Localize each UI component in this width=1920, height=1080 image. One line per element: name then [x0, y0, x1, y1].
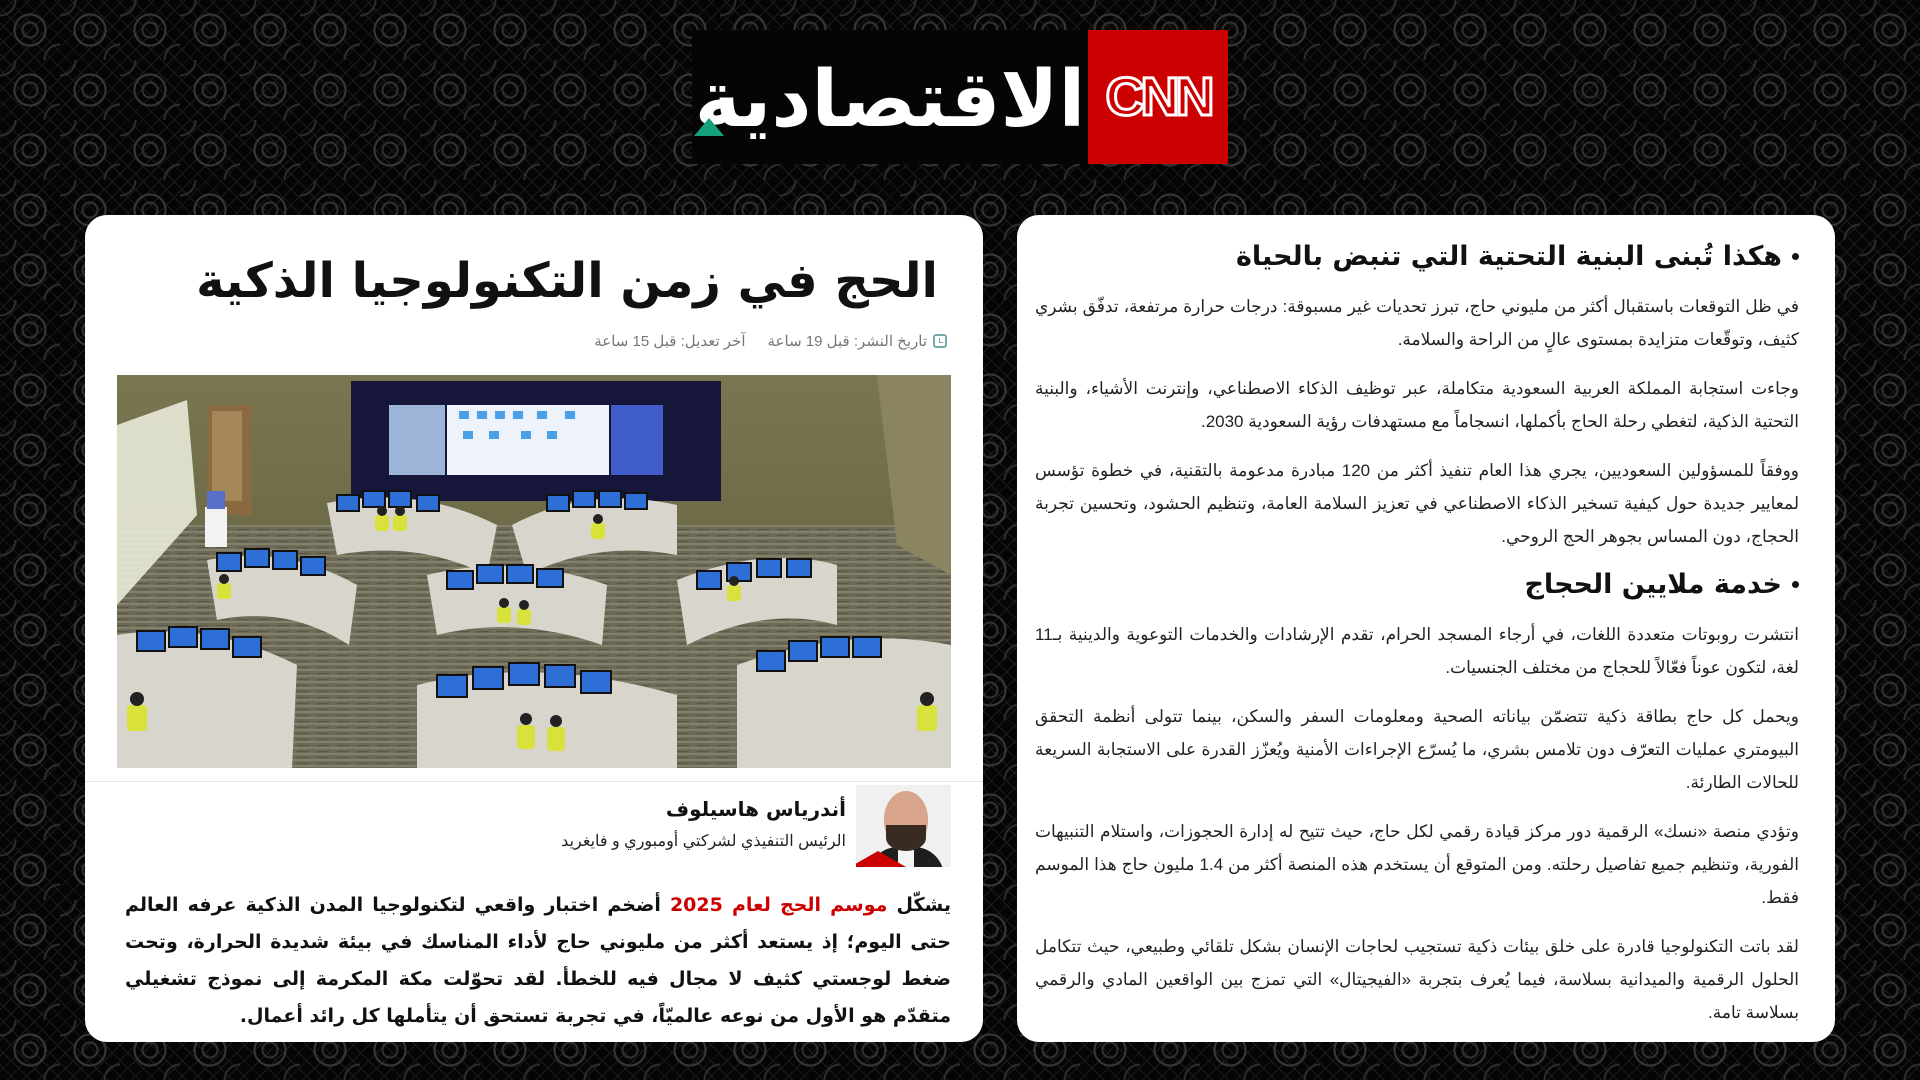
paragraph: ويحمل كل حاج بطاقة ذكية تتضمّن بياناته الصحية ومعلومات السفر والسكن، بينما تتولى أنظمة التحقق البيومتري عمليات التعرّف دون تلامس بشري، ما يُسرّع الإجراءات الأمنية ويُعزّز القدرة على الاستجابة السريعة للحالات الطارئة. [1035, 707, 1799, 792]
published-date-text: تاريخ النشر: قبل 19 ساعة [767, 333, 927, 350]
cnn-logo-box [1088, 30, 1228, 164]
paragraph: لقد باتت التكنولوجيا قادرة على خلق بيئات ذكية تستجيب لحاجات الإنسان بشكل تلقائي وطبيعي، حيث تتكامل الحلول الرقمية والميدانية بسلاسة، فيما يُعرف بتجربة «الفيجيتال» التي تمزج بين الواقعين المادي والرقمي بسلاسة تامة. [1035, 937, 1799, 1022]
hero-image-control-room [117, 375, 951, 768]
brand-wordmark [692, 30, 1088, 164]
section-heading-infrastructure [1035, 241, 1799, 272]
paragraph: وجاءت استجابة المملكة العربية السعودية متكاملة، عبر توظيف الذكاء الاصطناعي، وإنترنت الأشياء، والبنية التحتية الذكية، لتغطي رحلة الحاج بأكملها، انسجاماً مع مستهدفات رؤية السعودية 2030. [1035, 379, 1799, 431]
clock-icon [933, 334, 947, 348]
author-block[interactable] [561, 785, 951, 867]
brand-wordmark-text: الاقتصادية [694, 55, 1086, 145]
divider [85, 781, 983, 782]
bullet-icon [1792, 253, 1799, 260]
author-avatar [856, 785, 951, 867]
control-room-illustration [117, 375, 951, 768]
modified-date-text: آخر تعديل: قبل 15 ساعة [594, 333, 746, 350]
modified-date [594, 332, 745, 350]
author-name[interactable]: أندرياس هاسيلوف [665, 797, 846, 821]
article-meta [594, 332, 947, 350]
article-body-card [1017, 215, 1835, 1042]
author-role: الرئيس التنفيذي لشركتي أومبوري و فايغريد [561, 833, 846, 850]
paragraph: ووفقاً للمسؤولين السعوديين، يجري هذا العام تنفيذ أكثر من 120 مبادرة مدعومة بالتقنية، في خطوة تؤسس لمعايير جديدة حول كيفية تسخير الذكاء الاصطناعي في تعزيز السلامة العامة، وتنظيم الحشود، وتحسين تجربة الحجاج، دون المساس بجوهر الحج الروحي. [1035, 461, 1799, 546]
green-triangle-icon [694, 118, 724, 136]
article-title: الحج في زمن التكنولوجيا الذكية [196, 253, 938, 309]
cnn-business-arabic-logo[interactable] [692, 30, 1228, 164]
article-body [1035, 225, 1799, 1042]
section-heading-text: هكذا تُبنى البنية التحتية التي تنبض بالحياة [1235, 241, 1782, 272]
article-card [85, 215, 983, 1042]
lead-prefix: يشكّل [887, 894, 951, 916]
cnn-logo-text: CNN [1105, 67, 1211, 127]
lead-highlight: موسم الحج لعام 2025 [669, 894, 888, 916]
red-triangle-icon [856, 851, 906, 867]
section-heading-text: خدمة ملايين الحجاج [1524, 569, 1782, 600]
paragraph: في ظل التوقعات باستقبال أكثر من مليوني حاج، تبرز تحديات غير مسبوقة: درجات حرارة مرتفعة، تدفّق بشري كثيف، وتوقّعات متزايدة بمستوى عالٍ من الراحة والسلامة. [1035, 297, 1799, 349]
bullet-icon [1792, 581, 1799, 588]
author-info [561, 785, 846, 851]
article-lead [125, 887, 951, 1035]
published-date [768, 332, 948, 350]
paragraph: انتشرت روبوتات متعددة اللغات، في أرجاء المسجد الحرام، تقدم الإرشادات والخدمات التوعوية والدينية بـ11 لغة، لتكون عوناً فعّالاً للحجاج من مختلف الجنسيات. [1035, 625, 1799, 677]
paragraph: وتؤدي منصة «نسك» الرقمية دور مركز قيادة رقمي لكل حاج، حيث تتيح له إدارة الحجوزات، واستلام التنبيهات الفورية، وتنظيم جميع تفاصيل رحلته. ومن المتوقع أن يستخدم هذه المنصة أكثر من 1.4 مليون حاج هذا الموسم فقط. [1035, 822, 1799, 907]
lead-suffix: أضخم اختبار واقعي لتكنولوجيا المدن الذكية عرفه العالم حتى اليوم؛ إذ يستعد أكثر من مليوني حاج لأداء المناسك في بيئة شديدة الحرارة، وتحت ضغط لوجستي كثيف لا مجال فيه للخطأ. لقد تحوّلت مكة المكرمة إلى نموذج تشغيلي متقدّم هو الأول من نوعه عالميّاً، في تجربة تستحق أن يتأملها كل رائد أعمال. [125, 894, 951, 1027]
section-heading-serving-pilgrims [1035, 569, 1799, 600]
